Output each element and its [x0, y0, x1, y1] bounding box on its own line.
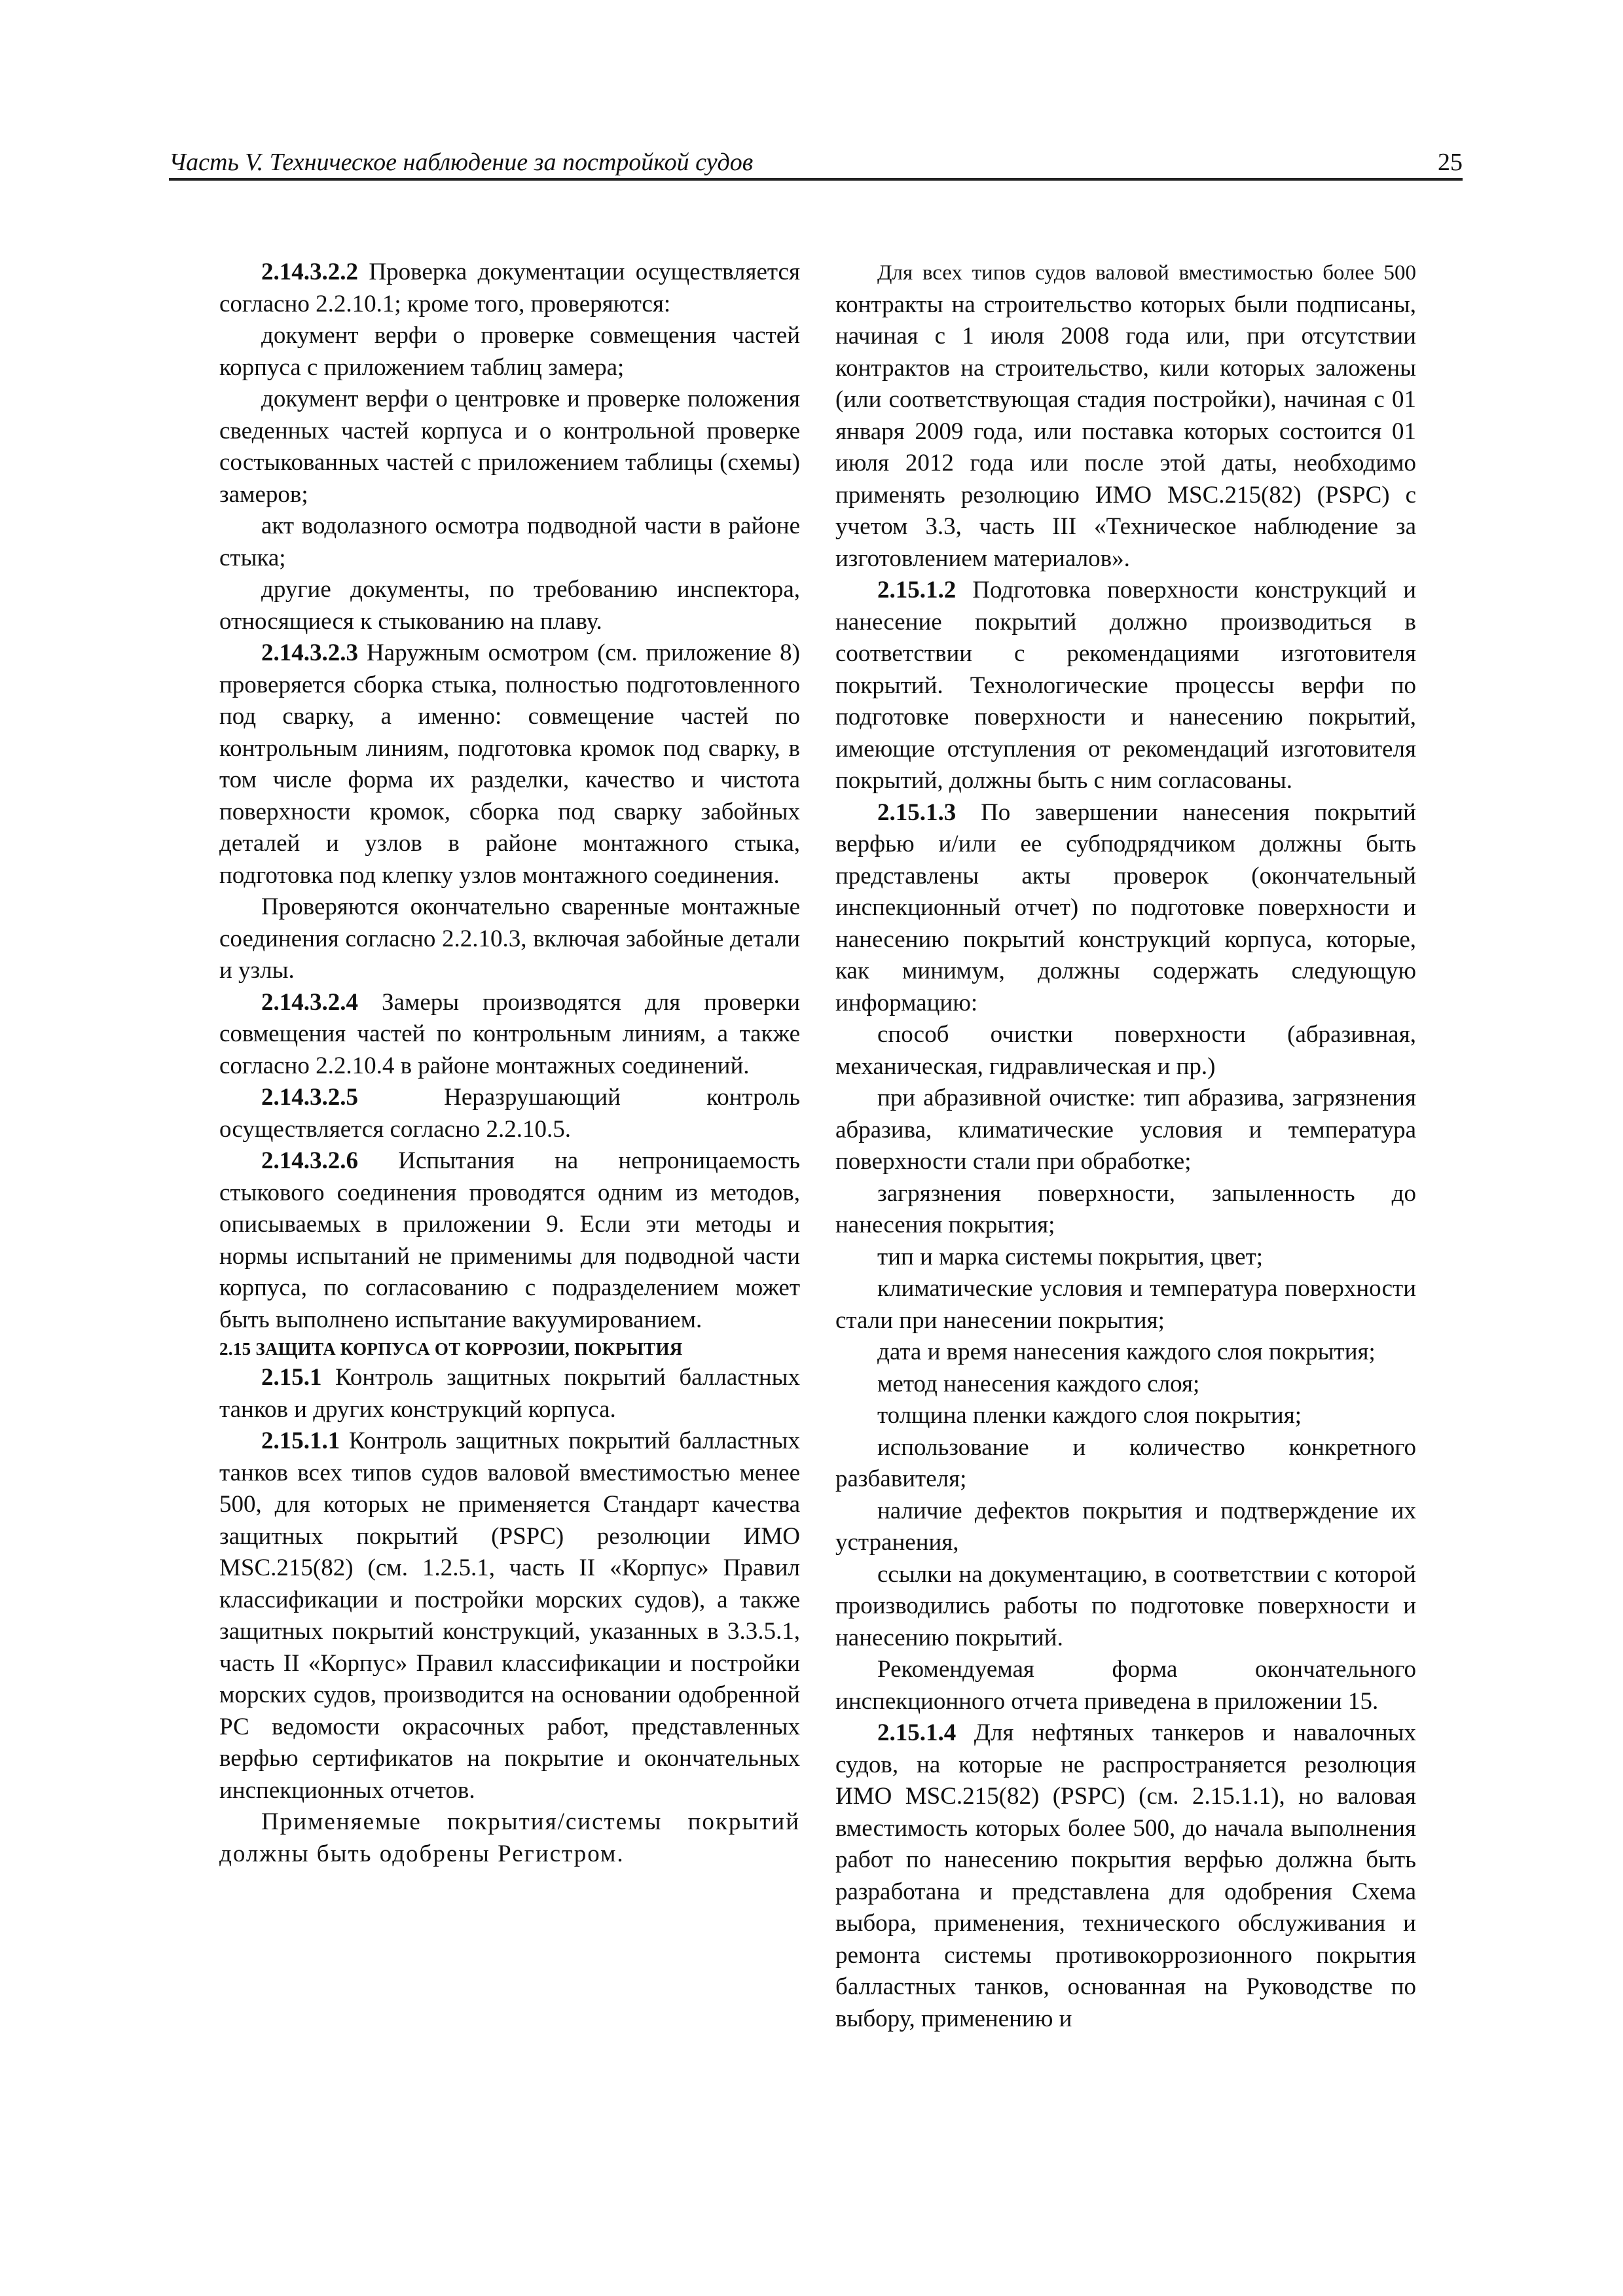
list-item: загрязнения поверхности, запыленность до нанесения покрытия;	[835, 1179, 1416, 1238]
clause-text: Неразрушающий контроль осуществляется согласно 2.2.10.5.	[219, 1084, 800, 1143]
paragraph	[835, 1717, 1416, 2035]
paragraph	[219, 1426, 800, 1806]
paragraph: Рекомендуемая форма окончательного инспекционного отчета приведена в приложении 15.	[835, 1656, 1416, 1715]
clause-text: Подготовка поверхности конструкций и нанесение покрытий должно производиться в соответствии с рекомендациями изготовителя покрытий. Технологические процессы верфи по подготовке поверхности и нанесению покрытий, имеющие отступления от рекомендаций изготовителя покрытий, должны быть с ним согласованы.	[835, 577, 1416, 794]
clause-text: Контроль защитных покрытий балластных танков и других конструкций корпуса.	[219, 1364, 800, 1423]
list-item: способ очистки поверхности (абразивная, механическая, гидравлическая и пр.)	[835, 1021, 1416, 1080]
list-item: дата и время нанесения каждого слоя покрытия;	[877, 1338, 1376, 1365]
list-item: тип и марка системы покрытия, цвет;	[877, 1243, 1264, 1270]
paragraph-body: контракты на строительство которых были подписаны, начиная с 1 июля 2008 года или, при отсутствии контрактов на строительство, кили которых заложены (или соответствующая стадия постройки), начиная с 01 января 2009 года, или поставка которых состоится 01 июля 2012 года или после этой даты, необходимо применять резолюцию ИМО MSC.215(82) (PSPC) с учетом 3.3, часть III «Техническое наблюдение за изготовлением материалов».	[835, 291, 1416, 572]
clause-text: По завершении нанесения покрытий верфью и/или ее субподрядчиком должны быть представлены акты проверок (окончательный инспекционный отчет) по подготовке поверхности и нанесению покрытий конструкций корпуса, которые, как минимум, должны содержать следующую информацию:	[835, 798, 1416, 1016]
left-column	[219, 257, 800, 1870]
page-number: 25	[1438, 149, 1463, 176]
right-column	[835, 257, 1416, 2035]
paragraph: Проверяются окончательно сваренные монтажные соединения согласно 2.2.10.3, включая забойные детали и узлы.	[219, 893, 800, 984]
section-heading: 2.15 ЗАЩИТА КОРПУСА ОТ КОРРОЗИИ, ПОКРЫТИЯ	[219, 1339, 683, 1359]
list-item: документ верфи о проверке совмещения частей корпуса с приложением таблиц замера;	[219, 322, 800, 381]
clause-text: Проверка документации осуществляется согласно 2.2.10.1; кроме того, проверяются:	[219, 259, 800, 317]
list-item: климатические условия и температура поверхности стали при нанесении покрытия;	[835, 1275, 1416, 1334]
paragraph	[835, 257, 1416, 575]
list-item: толщина пленки каждого слоя покрытия;	[877, 1402, 1302, 1429]
paragraph: Применяемые покрытия/системы покрытий должны быть одобрены Регистром.	[219, 1808, 800, 1867]
paragraph	[219, 987, 800, 1083]
paragraph	[219, 257, 800, 320]
list-item: ссылки на документацию, в соответствии с которой производились работы по подготовке поверхности и нанесению покрытий.	[835, 1560, 1416, 1651]
paragraph	[219, 1145, 800, 1336]
paragraph	[835, 797, 1416, 1020]
header-title: Часть V. Техническое наблюдение за постройкой судов	[169, 149, 754, 176]
running-header	[169, 145, 1463, 181]
paragraph	[219, 637, 800, 891]
clause-text: Для нефтяных танкеров и навалочных судов, на которые не распространяется резолюция ИМО MSC.215(82) (PSPC) (см. 2.15.1.1), но валовая вместимость которых более 500, до начала выполнения работ по нанесению покрытия верфью должна быть разработана и представлена для одобрения Схема выбора, применения, технического обслуживания и ремонта системы противокоррозионного покрытия балластных танков, основанная на Руководстве по выбору, применению и	[835, 1719, 1416, 2032]
list-item: документ верфи о центровке и проверке положения сведенных частей корпуса и о контрольной проверке состыкованных частей с приложением таблицы (схемы) замеров;	[219, 386, 800, 508]
list-item: при абразивной очистке: тип абразива, загрязнения абразива, климатические условия и температура поверхности стали при обработке;	[835, 1085, 1416, 1175]
list-item: метод нанесения каждого слоя;	[877, 1370, 1200, 1397]
clause-number: 2.14.3.2.6	[261, 1147, 358, 1174]
clause-number: 2.14.3.2.3	[261, 639, 358, 666]
clause-number: 2.14.3.2.2	[261, 259, 358, 285]
paragraph	[219, 1362, 800, 1426]
clause-number: 2.15.1.2	[877, 577, 957, 603]
list-item: другие документы, по требованию инспектора, относящиеся к стыкованию на плаву.	[219, 576, 800, 635]
paragraph	[835, 575, 1416, 797]
list-item: акт водолазного осмотра подводной части в районе стыка;	[219, 512, 800, 571]
clause-number: 2.15.1.3	[877, 798, 957, 826]
paragraph-lead: Для всех типов судов валовой вместимостью более 500	[877, 261, 1416, 285]
clause-number: 2.15.1.1	[261, 1427, 340, 1454]
clause-text: Наружным осмотром (см. приложение 8) проверяется сборка стыка, полностью подготовленного под сварку, а именно: совмещение частей по контрольным линиям, подготовка кромок под сварку, в том числе форма их разделки, качество и чистота поверхности кромок, сборка под сварку забойных деталей и узлов в районе монтажного стыка, подготовка под клепку узлов монтажного соединения.	[219, 639, 800, 889]
list-item: использование и количество конкретного разбавителя;	[835, 1433, 1416, 1492]
clause-text: Замеры производятся для проверки совмещения частей по контрольным линиям, а также согласно 2.2.10.4 в районе монтажных соединений.	[219, 988, 800, 1079]
clause-number: 2.15.1.4	[877, 1719, 957, 1746]
clause-number: 2.14.3.2.4	[261, 988, 358, 1016]
clause-text: Испытания на непроницаемость стыкового соединения проводятся одним из методов, описываемых в приложении 9. Если эти методы и нормы испытаний не применимы для подводной части корпуса, по согласованию с подразделением может быть выполнено испытание вакуумированием.	[219, 1147, 800, 1333]
clause-text: Контроль защитных покрытий балластных танков всех типов судов валовой вместимостью менее 500, для которых не применяется Стандарт качества защитных покрытий (PSPC) резолюции ИМО MSC.215(82) (см. 1.2.5.1, часть II «Корпус» Правил классификации и постройки морских судов), а также защитных покрытий конструкций, указанных в 3.3.5.1, часть II «Корпус» Правил классификации и постройки морских судов, производится на основании одобренной РС ведомости окрасочных работ, представленных верфью сертификатов на покрытие и окончательных инспекционных отчетов.	[219, 1427, 800, 1804]
clause-number: 2.15.1	[261, 1364, 322, 1391]
list-item: наличие дефектов покрытия и подтверждение их устранения,	[835, 1497, 1416, 1556]
paragraph	[219, 1082, 800, 1145]
clause-number: 2.14.3.2.5	[261, 1084, 358, 1111]
